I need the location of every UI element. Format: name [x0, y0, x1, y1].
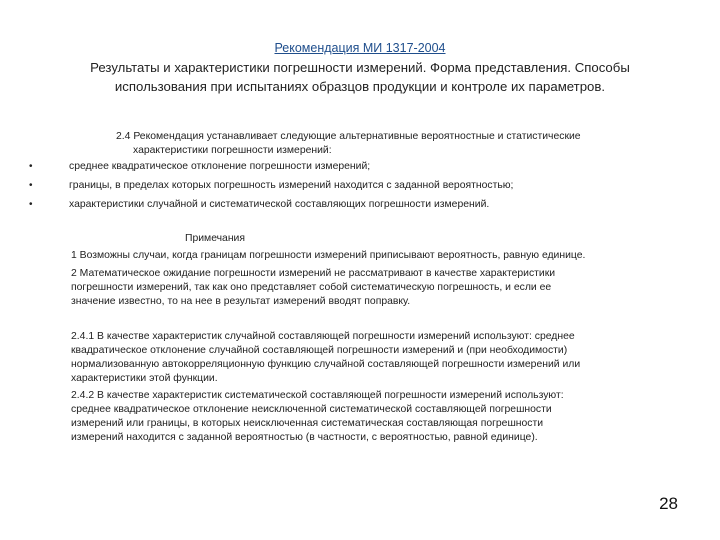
note-2-line: погрешности измерений, так как оно представляет собой систематическую погрешность, и если ее [71, 282, 552, 293]
note-2-line: значение известно, то на нее в результат измерений вводят поправку. [71, 296, 411, 307]
intro-line: характеристики погрешности измерений: [133, 145, 332, 156]
note-2-line: 2 Математическое ожидание погрешности измерений не рассматривают в качестве характеристики [71, 268, 556, 279]
bullet-item: среднее квадратическое отклонение погрешности измерений; [69, 161, 371, 172]
section-2-4-1-line: квадратическое отклонение случайной составляющей погрешности измерений и (при необходимости) [71, 345, 568, 356]
section-2-4-2-line: измерений находится с заданной вероятностью (в частности, с вероятностью, равной единице). [71, 432, 538, 443]
page-title [40, 58, 680, 96]
title-line: использования при испытаниях образцов продукции и контроле их параметров. [114, 79, 606, 94]
document-link[interactable]: Рекомендация МИ 1317-2004 [274, 41, 446, 55]
bullet-item: границы, в пределах которых погрешность измерений находится с заданной вероятностью; [69, 180, 514, 191]
bullet-item: характеристики случайной и систематической составляющих погрешности измерений. [69, 199, 490, 210]
bullet-marker: • [29, 199, 33, 210]
section-2-4-1-line: 2.4.1 В качестве характеристик случайной составляющей погрешности измерений используют: среднее [71, 331, 575, 342]
page-number: 28 [659, 494, 678, 513]
title-line: Результаты и характеристики погрешности измерений. Форма представления. Способы [90, 60, 630, 75]
section-2-4-1-line: нормализованную автокорреляционную функцию случайной составляющей погрешности измерений или [71, 359, 581, 370]
notes-heading: Примечания [185, 233, 245, 244]
section-2-4-2-line: измерений или границы, в которых неисключенная систематическая составляющая погрешности [71, 418, 544, 429]
bullet-marker: • [29, 161, 33, 172]
section-2-4-1-line: характеристики этой функции. [71, 373, 218, 384]
note-1: 1 Возможны случаи, когда границам погрешности измерений приписывают вероятность, равную единице. [71, 250, 586, 261]
bullet-marker: • [29, 180, 33, 191]
section-2-4-2-line: 2.4.2 В качестве характеристик систематической составляющей погрешности измерений используют: [71, 390, 564, 401]
section-2-4-2-line: среднее квадратическое отклонение неисключенной систематической составляющей погрешности [71, 404, 552, 415]
intro-line: 2.4 Рекомендация устанавливает следующие альтернативные вероятностные и статистические [116, 131, 581, 142]
